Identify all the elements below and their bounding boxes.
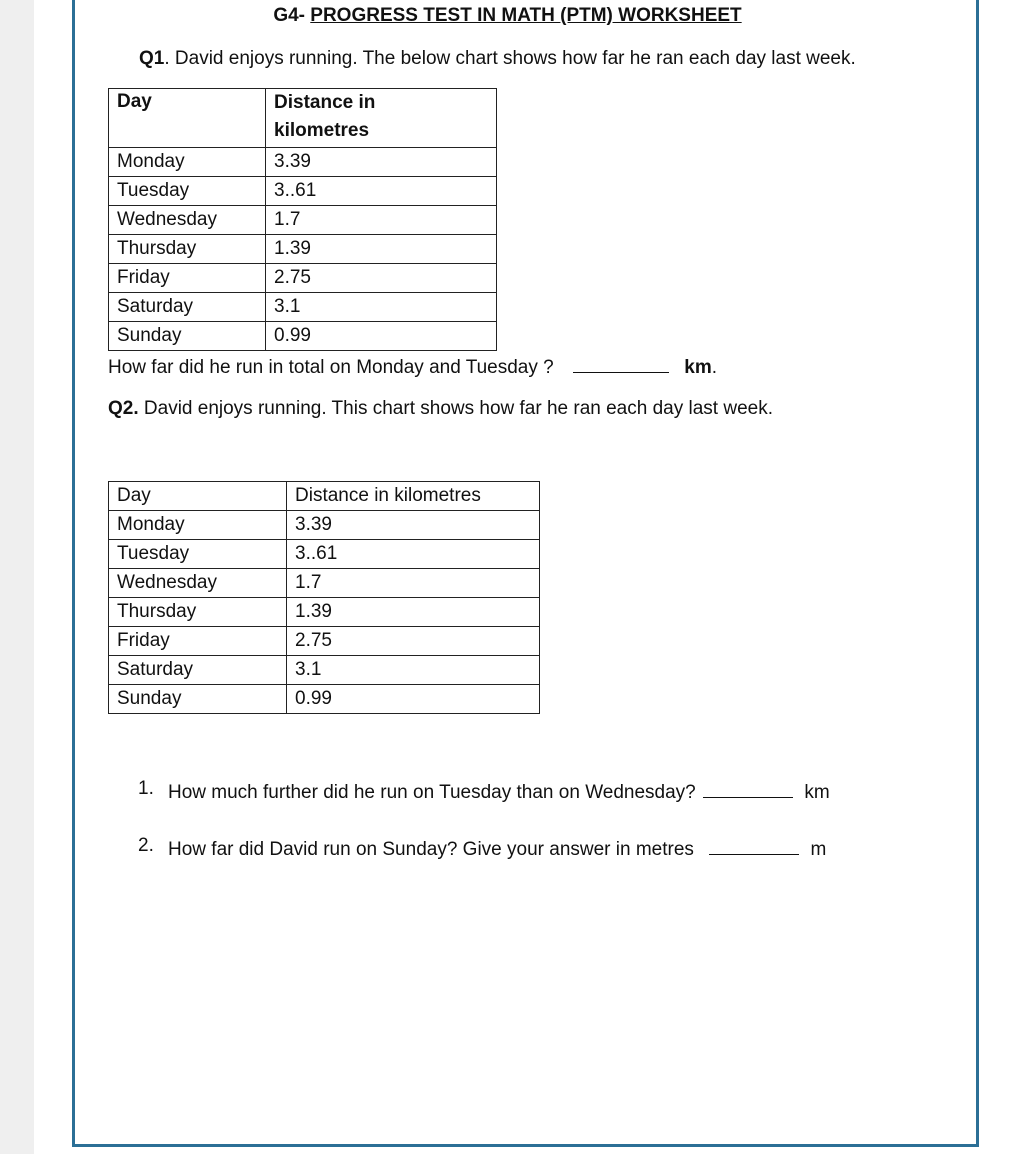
q1-question — [108, 353, 717, 379]
table-header-row — [109, 482, 540, 511]
distance-cell: 2.75 — [266, 264, 497, 293]
day-cell: Monday — [109, 511, 287, 540]
q2-subquestion-2-body — [168, 835, 826, 861]
header-distance: Distance in kilometres — [287, 482, 540, 511]
day-cell: Friday — [109, 264, 266, 293]
distance-cell: 1.39 — [266, 235, 497, 264]
distance-cell: 0.99 — [266, 322, 497, 351]
subquestion-number: 1. — [138, 778, 154, 799]
worksheet-title — [0, 5, 1015, 27]
q2-subquestion-2 — [138, 835, 154, 857]
table-row — [109, 511, 540, 540]
day-cell: Thursday — [109, 235, 266, 264]
header-distance — [266, 89, 497, 148]
subquestion-unit: km — [804, 782, 830, 803]
subquestion-number: 2. — [138, 835, 154, 856]
q2-distance-table — [108, 481, 540, 714]
q1-question-text: How far did he run in total on Monday and Tuesday ? — [108, 357, 554, 378]
q2-prompt — [108, 398, 773, 420]
table-row — [109, 540, 540, 569]
day-cell: Monday — [109, 148, 266, 177]
q1-prompt — [139, 48, 856, 70]
day-cell: Wednesday — [109, 206, 266, 235]
day-cell: Saturday — [109, 293, 266, 322]
q2-subquestion-1 — [138, 778, 154, 800]
distance-cell: 1.39 — [287, 598, 540, 627]
q1-unit: km — [684, 357, 712, 378]
table-row — [109, 206, 497, 235]
table-row — [109, 569, 540, 598]
header-day: Day — [109, 89, 266, 148]
table-row — [109, 264, 497, 293]
table-row — [109, 177, 497, 206]
q1-prompt-text: . David enjoys running. The below chart shows how far he ran each day last week. — [164, 48, 856, 69]
distance-cell: 1.7 — [266, 206, 497, 235]
q2-subquestion-1-body — [168, 778, 830, 804]
distance-cell: 0.99 — [287, 685, 540, 714]
title-prefix: G4- — [273, 5, 311, 26]
day-cell: Friday — [109, 627, 287, 656]
distance-cell: 3.39 — [266, 148, 497, 177]
distance-cell: 3.39 — [287, 511, 540, 540]
subquestion-text: How far did David run on Sunday? Give your answer in metres — [168, 839, 694, 860]
distance-cell: 3.1 — [287, 656, 540, 685]
q1-unit-dot: . — [711, 357, 718, 378]
table-row — [109, 656, 540, 685]
q1-answer-blank[interactable] — [573, 353, 669, 373]
header-day: Day — [109, 482, 287, 511]
left-gutter — [0, 0, 34, 1154]
header-distance-line2: kilometres — [274, 120, 370, 141]
distance-cell: 3..61 — [287, 540, 540, 569]
q2-prompt-text: David enjoys running. This chart shows how far he ran each day last week. — [138, 398, 773, 419]
day-cell: Thursday — [109, 598, 287, 627]
day-cell: Tuesday — [109, 177, 266, 206]
distance-cell: 3..61 — [266, 177, 497, 206]
table-row — [109, 148, 497, 177]
table-row — [109, 235, 497, 264]
table-row — [109, 322, 497, 351]
day-cell: Saturday — [109, 656, 287, 685]
header-distance-line1: Distance in — [274, 92, 376, 113]
distance-cell: 3.1 — [266, 293, 497, 322]
subquestion-unit: m — [810, 839, 827, 860]
table-row — [109, 685, 540, 714]
q1-label: Q1 — [139, 48, 165, 69]
table-row — [109, 627, 540, 656]
q2-label: Q2. — [108, 398, 139, 419]
q2-1-answer-blank[interactable] — [703, 778, 793, 798]
table-header-row — [109, 89, 497, 148]
table-row — [109, 598, 540, 627]
distance-cell: 1.7 — [287, 569, 540, 598]
q2-2-answer-blank[interactable] — [709, 835, 799, 855]
day-cell: Sunday — [109, 322, 266, 351]
table-row — [109, 293, 497, 322]
day-cell: Sunday — [109, 685, 287, 714]
subquestion-text: How much further did he run on Tuesday than on Wednesday? — [168, 782, 696, 803]
day-cell: Wednesday — [109, 569, 287, 598]
q1-distance-table — [108, 88, 497, 351]
distance-cell: 2.75 — [287, 627, 540, 656]
title-main: PROGRESS TEST IN MATH (PTM) WORKSHEET — [310, 5, 742, 26]
day-cell: Tuesday — [109, 540, 287, 569]
